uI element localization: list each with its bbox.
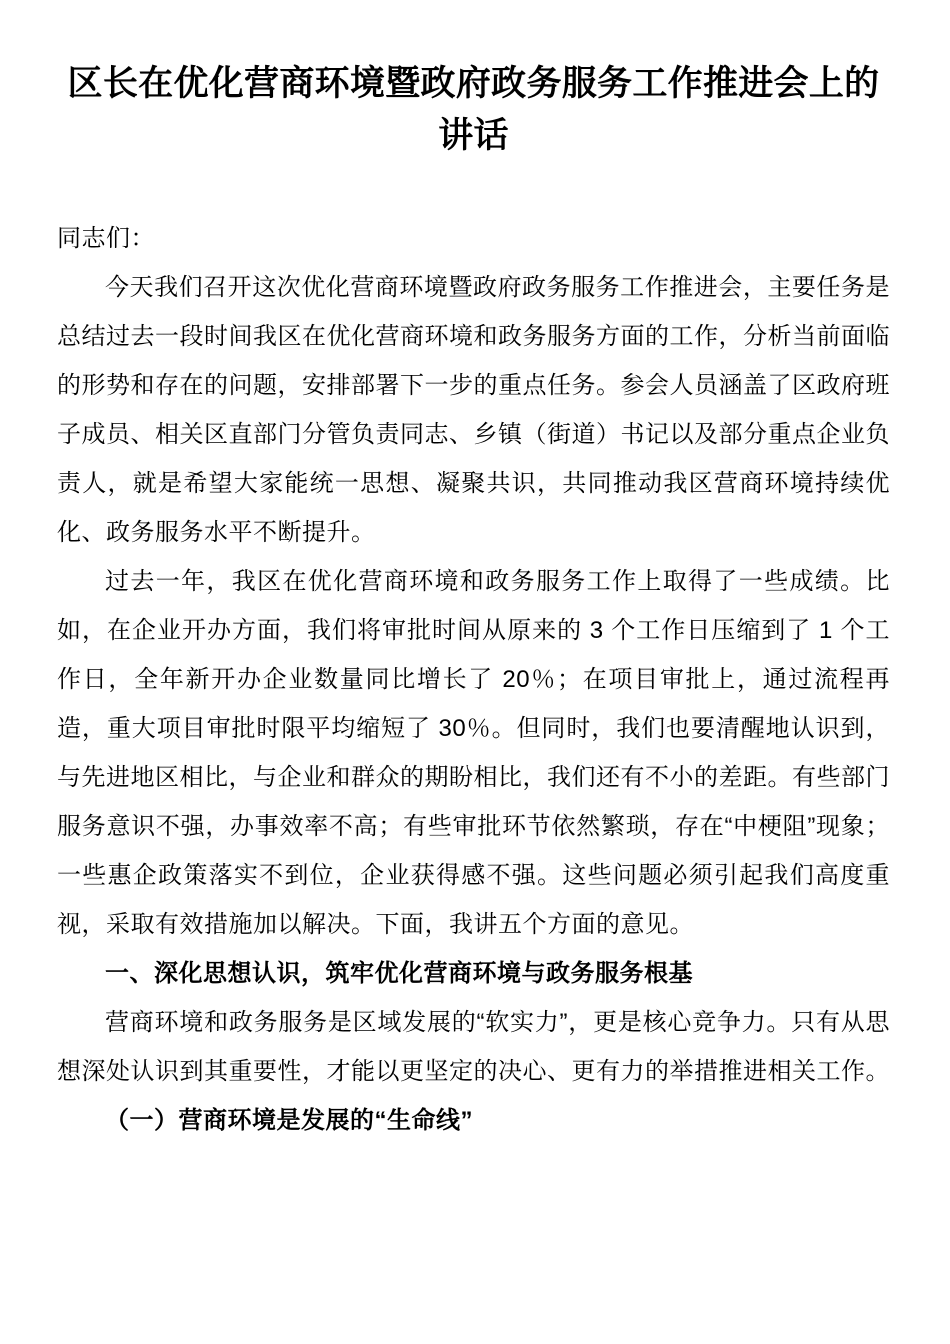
paragraph-opening: 今天我们召开这次优化营商环境暨政府政务服务工作推进会，主要任务是总结过去一段时间我区在优化营商环境和政务服务方面的工作，分析当前面临的形势和存在的问题，安排部署下一步的重点任务。参会人员涵盖了区政府班子成员、相关区直部门分管负责同志、乡镇（街道）书记以及部分重点企业负责人，就是希望大家能统一思想、凝聚共识，共同推动我区营商环境持续优化、政务服务水平不断提升。 [57, 274, 890, 546]
salutation: 同志们： [57, 225, 155, 252]
section-heading-1: 一、深化思想认识，筑牢优化营商环境与政务服务根基 [105, 960, 693, 987]
paragraph-importance: 营商环境和政务服务是区域发展的“软实力”，更是核心竞争力。只有从思想深处认识到其重要性，才能以更坚定的决心、更有力的举措推进相关工作。 [57, 1009, 890, 1085]
subsection-heading-1-1: （一）营商环境是发展的“生命线” [105, 1107, 473, 1134]
paragraph-review-achievements: 过去一年，我区在优化营商环境和政务服务工作上取得了一些成绩。比如，在企业开办方面，我们将审批时间从原来的 3 个工作日压缩到了 1 个工作日，全年新开办企业数量同比增长了 20％；在项目审批上，通过流程再造，重大项目审批时限平均缩短了 30％。但同时，我们也要清醒地认识到，与先进地区相比，与企业和群众的期盼相比，我们还有不小的差距。有些部门服务意识不强，办事效率不高；有些审批环节依然繁琐，存在“中梗阻”现象；一些惠企政策落实不到位，企业获得感不强。这些问题必须引起我们高度重视，采取有效措施加以解决。下面，我讲五个方面的意见。 [57, 568, 890, 938]
document-title: 区长在优化营商环境暨政府政务服务工作推进会上的讲话 [67, 64, 880, 155]
